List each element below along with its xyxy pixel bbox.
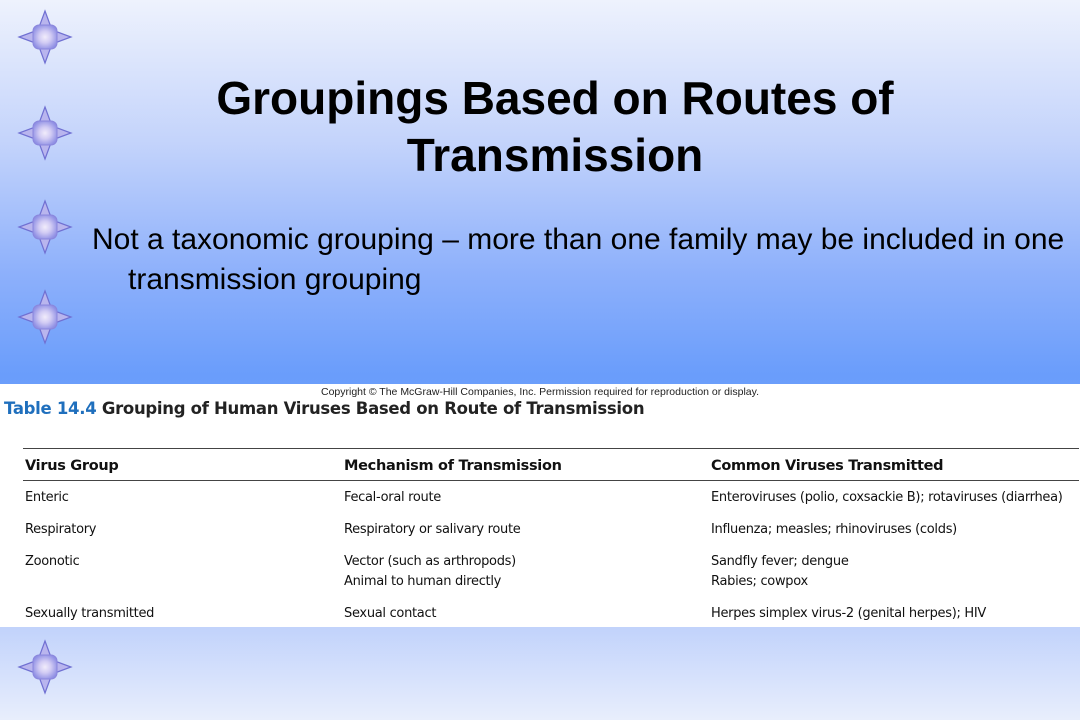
table-header-rule (23, 480, 1079, 481)
table-cell: Rabies; cowpox (711, 574, 808, 589)
four-point-star-icon (17, 289, 73, 345)
table-cell: Sandfly fever; dengue (711, 554, 849, 569)
four-point-star-icon (17, 639, 73, 695)
table-caption (4, 399, 644, 418)
table-cell: Sexual contact (344, 606, 437, 621)
bullet-text: Not a taxonomic grouping – more than one family may be included in one transmission grouping (92, 223, 1065, 296)
four-point-star-icon (17, 9, 73, 65)
table-cell: Enteroviruses (polio, coxsackie B); rotaviruses (diarrhea) (711, 490, 1063, 505)
table-top-rule (23, 448, 1079, 449)
four-point-star-icon (17, 199, 73, 255)
four-point-star-icon (17, 105, 73, 161)
table-cell: Zoonotic (25, 554, 80, 569)
table-image (0, 384, 1080, 627)
copyright-notice: Copyright © The McGraw-Hill Companies, Inc. Permission required for reproduction or display. (320, 386, 760, 398)
table-cell: Sexually transmitted (25, 606, 155, 621)
table-cell: Respiratory or salivary route (344, 522, 521, 537)
table-cell: Respiratory (25, 522, 97, 537)
table-title: Grouping of Human Viruses Based on Route of Transmission (101, 399, 645, 418)
table-number: Table 14.4 (4, 399, 97, 418)
column-header: Common Viruses Transmitted (711, 458, 944, 474)
table-cell: Herpes simplex virus-2 (genital herpes); HIV (711, 606, 987, 621)
column-header: Virus Group (25, 458, 119, 474)
table-cell: Enteric (25, 490, 69, 505)
table-cell: Vector (such as arthropods) (344, 554, 516, 569)
slide-title: Groupings Based on Routes of Transmission (216, 72, 894, 181)
table-cell: Influenza; measles; rhinoviruses (colds) (711, 522, 957, 537)
table-cell: Fecal-oral route (344, 490, 441, 505)
table-cell: Animal to human directly (344, 574, 502, 589)
column-header: Mechanism of Transmission (344, 458, 562, 474)
